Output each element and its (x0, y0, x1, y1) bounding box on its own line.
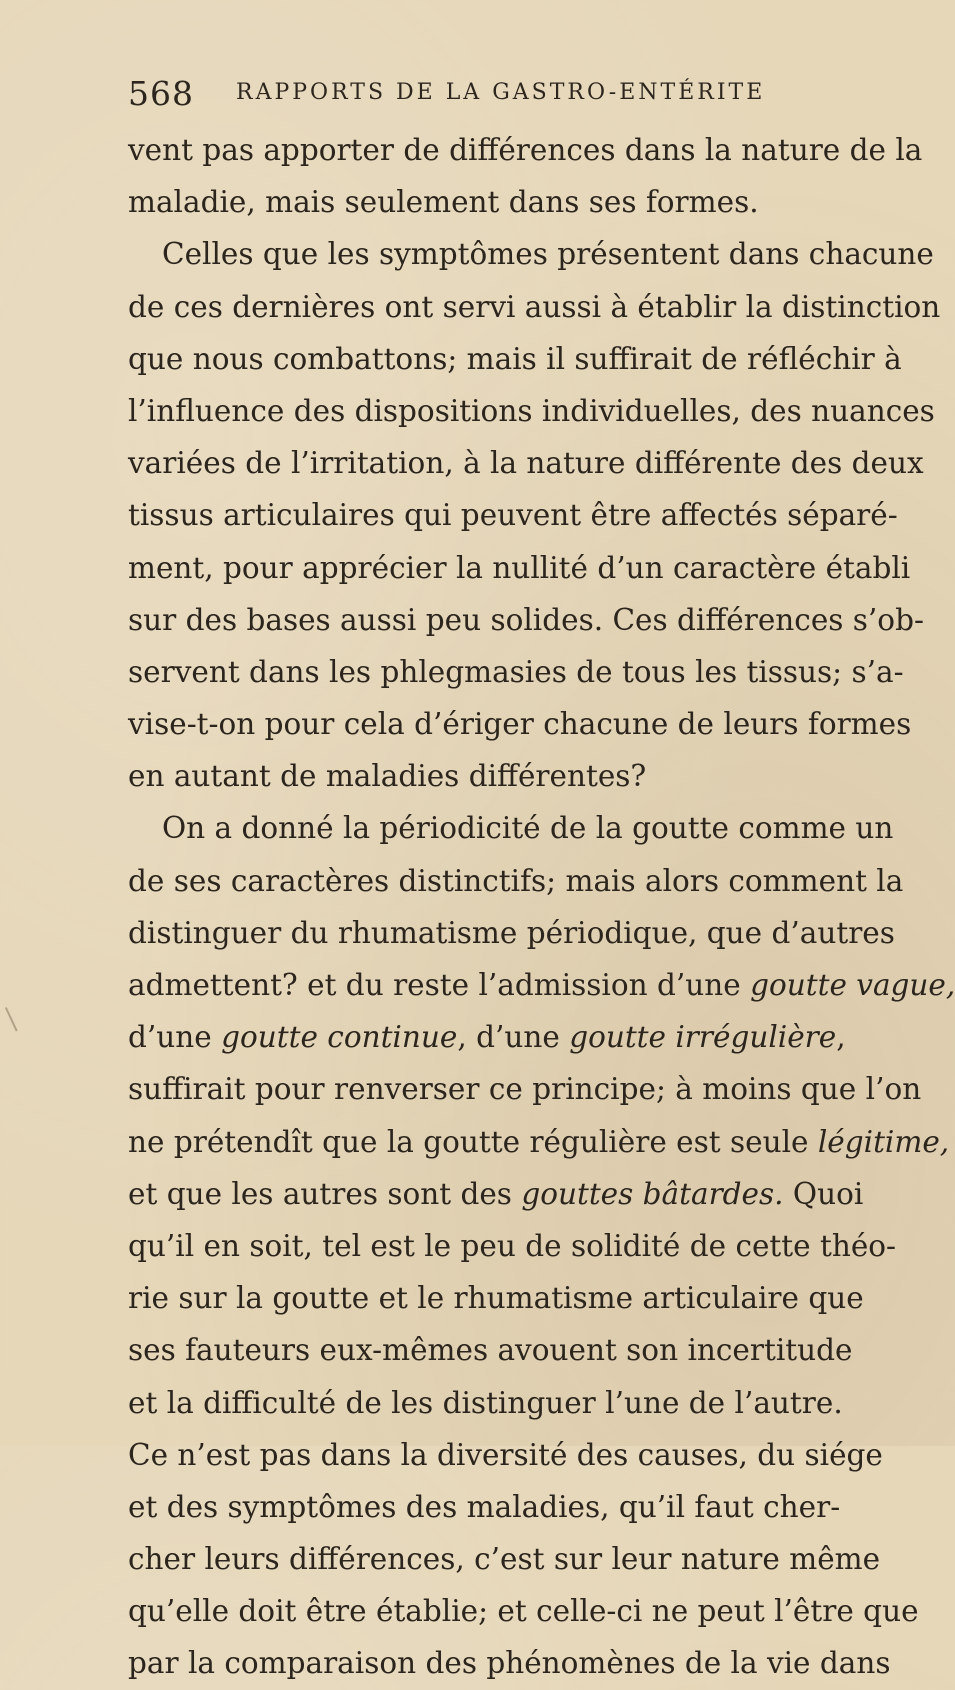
paragraph-start-line: Celles que les symptômes présentent dans chacune (162, 237, 934, 272)
text-line (128, 1011, 846, 1063)
text-line: l’influence des dispositions individuelles, des nuances (128, 393, 935, 428)
text-segment: d’une (128, 1020, 222, 1055)
text-line: qu’elle doit être établie; et celle-ci ne peut l’être que (128, 1594, 919, 1629)
text-line: par la comparaison des phénomènes de la vie dans (128, 1646, 891, 1681)
text-line (128, 959, 955, 1011)
text-line: vise-t-on pour cela d’ériger chacune de leurs formes (128, 707, 912, 742)
text-line: suffirait pour renverser ce principe; à moins que l’on (128, 1072, 922, 1107)
text-line: de ses caractères distinctifs; mais alors comment la (128, 863, 904, 898)
text-segment: Quoi (783, 1176, 864, 1211)
italic-term: gouttes bâtardes. (521, 1176, 784, 1211)
text-line: et la difficulté de les distinguer l’une de l’autre. (128, 1385, 843, 1420)
text-line (128, 1168, 864, 1220)
text-line: distinguer du rhumatisme périodique, que d’autres (128, 915, 895, 950)
text-line (128, 1116, 950, 1168)
page-number: 568 (128, 74, 194, 113)
text-segment: , d’une (457, 1020, 570, 1055)
text-line: sur des bases aussi peu solides. Ces différences s’ob- (128, 602, 924, 637)
paragraph-start-line: On a donné la périodicité de la goutte comme un (162, 811, 894, 846)
running-title: RAPPORTS DE LA GASTRO-ENTÉRITE (236, 80, 766, 105)
text-line: cher leurs différences, c’est sur leur nature même (128, 1542, 881, 1577)
text-segment: , (836, 1020, 846, 1055)
italic-term: goutte vague, (750, 968, 955, 1002)
text-segment: et que les autres sont des (128, 1176, 522, 1211)
text-line: qu’il en soit, tel est le peu de solidité de cette théo- (128, 1228, 897, 1263)
italic-term: goutte continue (221, 1020, 458, 1055)
page-header (128, 74, 768, 114)
italic-term: légitime, (817, 1124, 950, 1159)
text-line: vent pas apporter de différences dans la nature de la (128, 133, 923, 167)
text-line: variées de l’irritation, à la nature différente des deux (128, 446, 924, 481)
margin-mark (5, 1005, 23, 1032)
text-line: en autant de maladies différentes? (128, 759, 647, 794)
text-line: ment, pour apprécier la nullité d’un caractère établi (128, 550, 911, 585)
italic-term: goutte irrégulière (569, 1020, 837, 1055)
text-line: et des symptômes des maladies, qu’il faut cher- (128, 1489, 841, 1524)
text-segment: admettent? et du reste l’admission d’une (128, 968, 751, 1002)
text-line: tissus articulaires qui peuvent être affectés séparé- (128, 498, 898, 533)
text-line: servent dans les phlegmasies de tous les tissus; s’a- (128, 654, 904, 689)
text-line: Ce n’est pas dans la diversité des causes, du siége (128, 1437, 883, 1472)
text-line: rie sur la goutte et le rhumatisme articulaire que (128, 1281, 864, 1316)
body-text (128, 124, 955, 1690)
text-segment: ne prétendît que la goutte régulière est seule (128, 1124, 818, 1159)
text-line: de ces dernières ont servi aussi à établir la distinction (128, 289, 941, 324)
text-line: ses fauteurs eux-mêmes avouent son incertitude (128, 1333, 853, 1368)
text-line: maladie, mais seulement dans ses formes. (128, 185, 759, 220)
text-line: que nous combattons; mais il suffirait de réfléchir à (128, 341, 902, 376)
